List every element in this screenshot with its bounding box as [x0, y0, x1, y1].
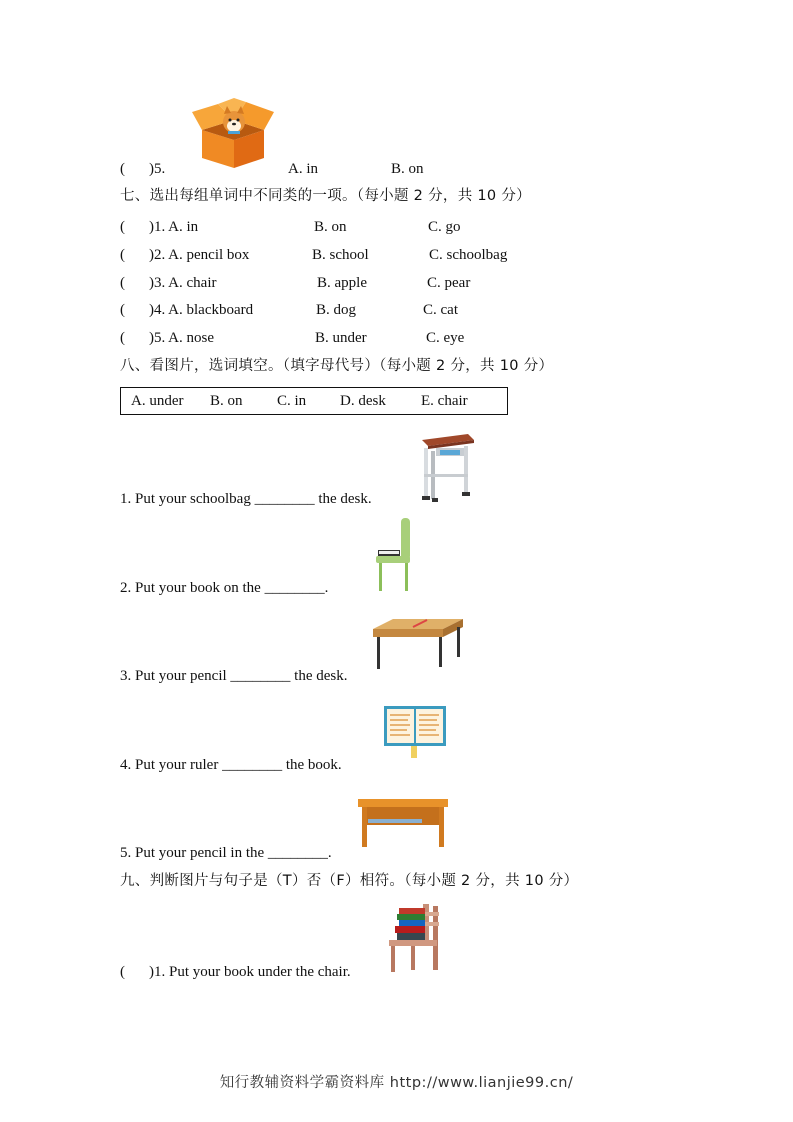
word-bank-option: A. under — [131, 393, 184, 409]
sentence-3: 3. Put your pencil ________ the desk. — [120, 668, 348, 684]
sentence-1: 1. Put your schoolbag ________ the desk. — [120, 491, 372, 507]
open-book-with-ruler-icon — [382, 704, 448, 758]
sentence-4: 4. Put your ruler ________ the book. — [120, 757, 342, 773]
chair-with-book-icon — [374, 516, 416, 592]
sentence-5: 5. Put your pencil in the ________. — [120, 845, 332, 861]
section7-title: 七、选出每组单词中不同类的一项。（每小题 2 分，共 10 分） — [120, 188, 531, 204]
word-bank-box — [120, 387, 508, 415]
footer-source: 知行教辅资料学霸资料库 http://www.lianjie99.cn/ — [219, 1075, 574, 1091]
box-with-dog-icon — [188, 98, 276, 170]
desk-with-pencil-icon — [371, 617, 465, 669]
section8-title: 八、看图片，选词填空。（填字母代号）（每小题 2 分，共 10 分） — [120, 358, 554, 374]
word-bank-option: E. chair — [421, 393, 468, 409]
desk-with-pencil-inside-icon — [358, 797, 448, 849]
desk-with-schoolbag-icon — [416, 432, 478, 504]
sentence-2: 2. Put your book on the ________. — [120, 580, 329, 596]
word-bank-option: C. in — [277, 393, 307, 409]
chair-with-books-icon — [385, 902, 441, 974]
word-bank-option: B. on — [210, 393, 243, 409]
word-bank-option: D. desk — [340, 393, 386, 409]
section9-title: 九、判断图片与句子是（T）否（F）相符。（每小题 2 分，共 10 分） — [120, 873, 579, 889]
